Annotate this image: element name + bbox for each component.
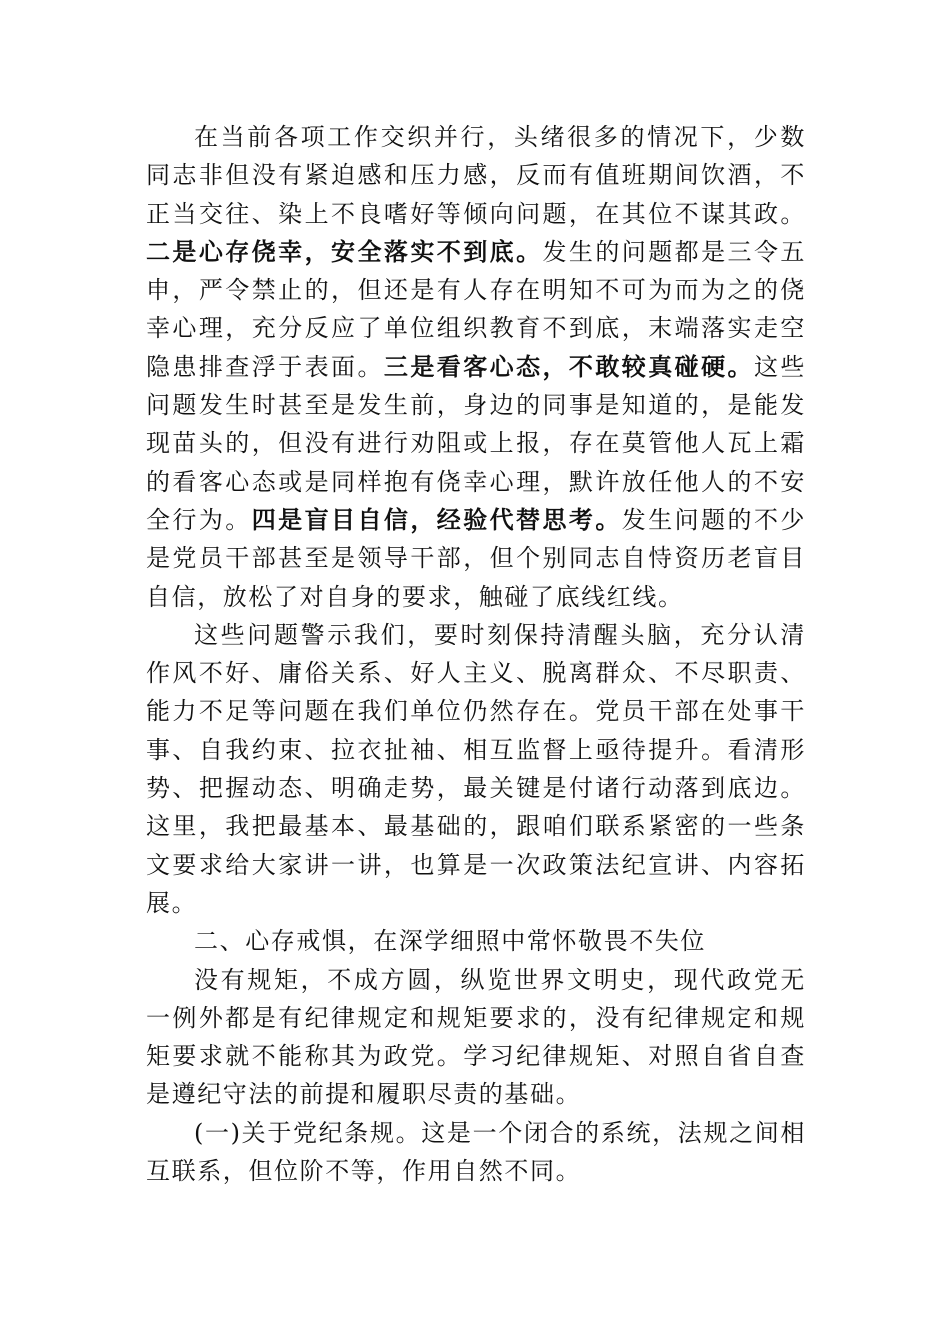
subsection-text: 这是一个闭合的系统，法规之间相互联系，但位阶不等，作用自然不同。 [146, 1118, 807, 1186]
paragraph-text: 这些问题警示我们，要时刻保持清醒头脑，充分认清作风不好、庸俗关系、好人主义、脱离群众、不尽职责、能力不足等问题在我们单位仍然存在。党员干部在处事干事、自我约束、拉衣扯袖、相互监督上亟待提升。看清形势、把握动态、明确走势，最关键是付诸行动落到底边。这里，我把最基本、最基础的，跟咱们联系紧密的一些条文要求给大家讲一讲，也算是一次政策法纪宣讲、内容拓展。 [146, 620, 806, 917]
paragraph-warning [146, 616, 806, 922]
paragraph-text: 发生问题的不少是党员干部甚至是领导干部，但个别同志自恃资历老盲目自信，放松了对自身的要求，触碰了底线红线。 [146, 505, 806, 611]
section-heading: 二、心存戒惧，在深学细照中常怀敬畏不失位 [194, 927, 706, 956]
paragraph-subsection [146, 1114, 806, 1191]
document-body [146, 118, 806, 1190]
bold-point-two: 二是心存侥幸，安全落实不到底。 [146, 237, 543, 266]
paragraph-text: 这些问题发生时甚至是发生前，身边的同事是知道的，是能发现苗头的，但没有进行劝阻或上报，存在莫管他人瓦上霜的看客心态或是同样抱有侥幸心理，默许放任他人的不安全行为。 [146, 352, 807, 534]
bold-point-three: 三是看客心态，不敢较真碰硬。 [383, 352, 754, 381]
paragraph-rules: 没有规矩，不成方圆，纵览世界文明史，现代政党无一例外都是有纪律规定和规矩要求的，没有纪律规定和规矩要求就不能称其为政党。学习纪律规矩、对照自省自查是遵纪守法的前提和履职尽责的基础。 [146, 965, 806, 1109]
subsection-label: (一)关于党纪条规。 [194, 1118, 422, 1147]
paragraph-problems [146, 118, 806, 616]
paragraph-text: 发生的问题都是三令五申，严令禁止的，但还是有人存在明知不可为而为之的侥幸心理，充分反应了单位组织教育不到底，末端落实走空隐患排查浮于表面。 [146, 237, 806, 381]
bold-point-four: 四是盲目自信，经验代替思考。 [251, 505, 622, 534]
paragraph-text: 在当前各项工作交织并行，头绪很多的情况下，少数同志非但没有紧迫感和压力感，反而有值班期间饮酒，不正当交往、染上不良嗜好等倾向问题，在其位不谋其政。 [146, 123, 806, 228]
